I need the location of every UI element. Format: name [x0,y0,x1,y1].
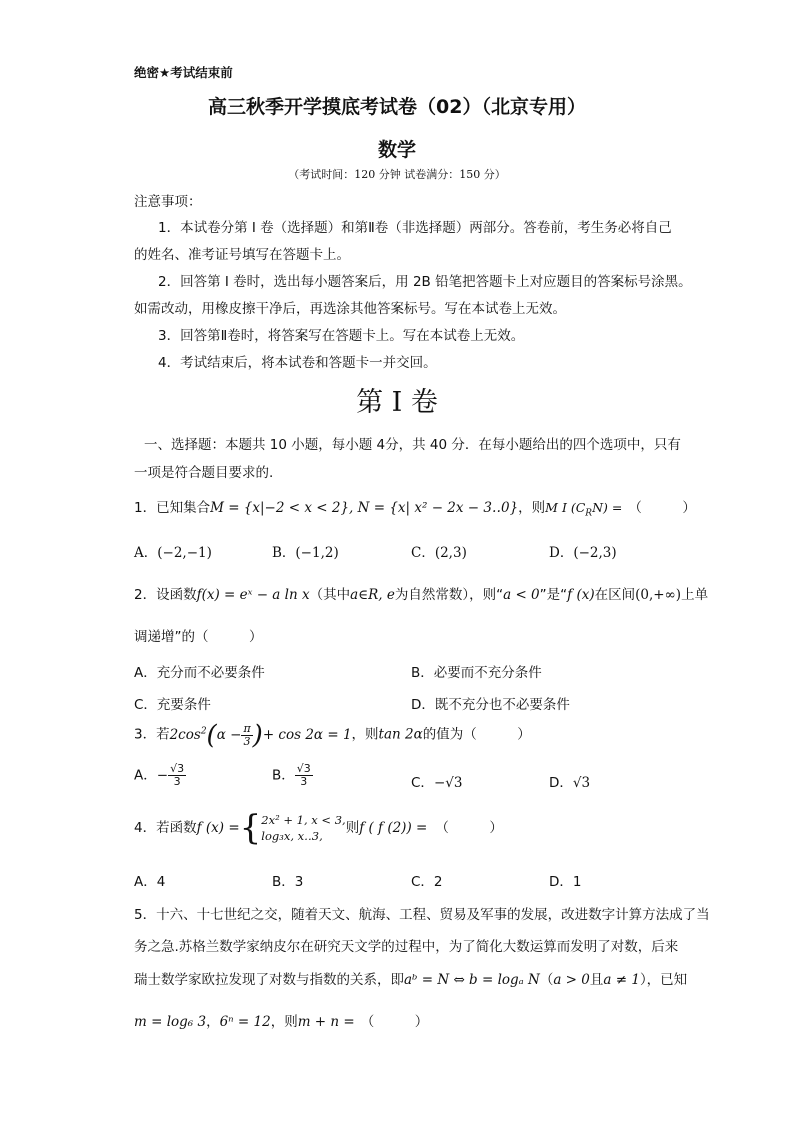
q3-alpha: α − [216,726,242,743]
section-intro-line-1: 一、选择题：本题共 10 小题，每小题 4分，共 40 分．在每小题给出的四个选项中，只有 [144,437,681,453]
q3-tail: 的值为（ ） [422,726,531,743]
q5-l4-sep: ， [206,1014,220,1030]
q2-option-b: B．必要而不充分条件 [411,665,542,681]
q3-option-a-den: 3 [173,775,181,788]
question-5-line-2: 务之急.苏格兰数学家纳皮尔在研究天文学的过程中，为了简化大数运算而发明了对数，后来 [134,939,679,955]
q3-rest: + cos 2α = 1 [262,726,352,743]
q3-prefix: 3．若 [134,726,170,743]
q1-expr-part-2: N) = [592,500,623,515]
q5-l4-math-1: m = log₆ 3 [134,1014,207,1030]
q4-option-b: B．3 [272,874,304,890]
q1-expr [545,500,623,519]
q4-expr: f ( f (2)) = [359,820,428,836]
q3-sup: 2 [200,726,207,736]
q3-expression [169,720,352,750]
q2-interval: (0,+∞) [635,587,682,603]
note-2-line-2: 如需改动，用橡皮擦干净后，再选涂其他答案标号。写在本试卷上无效。 [134,301,566,317]
note-1-line-1: 1．本试卷分第 I 卷（选择题）和第Ⅱ卷（非选择题）两部分。答卷前，考生务必将自己 [158,220,672,236]
q5-l4-mid: ，则 [270,1014,298,1030]
question-1-stem [134,496,696,519]
q2-option-a: A．充分而不必要条件 [134,665,265,681]
q3-option-b-label: B． [272,767,295,784]
section-intro-line-2: 一项是符合题目要求的. [134,465,274,481]
q4-option-c: C．2 [411,874,443,890]
q3-option-b-num: √3 [296,762,311,775]
q4-prefix: 4．若函数 [134,820,197,836]
q2-option-d: D．既不充分也不必要条件 [411,697,570,713]
q1-sets: M = {x|−2 < x < 2}, N = {x| x² − 2x − 3‥0} [210,500,519,516]
q5-l3-cond: a > 0 [553,972,590,988]
question-5-line-1: 5．十六、十七世纪之交，随着天文、航海、工程、贸易及军事的发展，改进数字计算方法成了当 [134,907,710,923]
note-2-line-1: 2．回答第 I 卷时，选出每小题答案后，用 2B 铅笔把答题卡上对应题目的答案标号涂黑。 [158,274,692,290]
q2-mid: ”是“ [539,587,568,603]
q3-option-a-frac [168,763,186,788]
q4-function: f (x) = [196,820,240,836]
q1-option-c: C．(2,3) [411,545,467,561]
question-5-line-3 [134,968,687,988]
q3-lead: 2cos [169,726,201,743]
note-1-line-2: 的姓名、准考证号填写在答题卡上。 [134,247,350,263]
exam-meta: （考试时间：120 分钟 试卷满分：150 分） [288,168,506,181]
q1-expr-sub: R [585,508,593,519]
q5-l3-c: 且 [589,972,604,988]
subject-title: 数学 [377,139,416,161]
q3-fraction-den: 3 [243,734,251,748]
notes-heading: 注意事项： [134,194,202,210]
q4-mid: 则 [345,820,360,836]
q4-case-2: log₃x, x‥3, [261,829,323,843]
note-4: 4．考试结束后，将本试卷和答题卡一并交回。 [158,355,437,371]
question-2-stem-line-1 [134,583,708,603]
q2-condition: a∈R, e [350,587,395,603]
exam-title: 高三秋季开学摸底考试卷（02）（北京专用） [208,96,586,118]
note-3: 3．回答第Ⅱ卷时，将答案写在答题卡上。写在本试卷上无效。 [158,328,525,344]
question-3-stem [134,720,531,750]
question-4-stem [134,808,503,848]
q5-l4-math-3: m + n = [297,1014,355,1030]
q3-fraction-num: π [243,721,251,735]
q5-l4-blank: （ ） [360,1014,429,1030]
q3-fraction [241,723,252,748]
q3-option-d-label: D． [549,775,573,791]
q3-mid: ，则 [351,726,379,743]
q2-paren: （其中 [309,587,351,603]
q3-option-b [272,763,313,788]
question-2-stem-line-2: 调递增”的（ ） [134,629,263,645]
q3-option-b-den: 3 [300,775,308,788]
q5-l3-a: 瑞士数学家欧拉发现了对数与指数的关系，即 [134,972,404,988]
q2-option-c: C．充要条件 [134,697,211,713]
q2-function: f(x) = eˣ − a ln x [196,587,310,603]
q3-option-c [411,771,462,791]
q4-brace: { [239,808,262,848]
q2-tail: 在区间 [594,587,636,603]
q2-condition-3: f (x) [567,587,595,603]
q2-condition-2: a < 0 [503,587,540,603]
q3-option-a-num: √3 [170,762,185,775]
q1-option-d: D．(−2,3) [549,545,617,561]
q4-blank: （ ） [435,820,503,836]
q1-blank: （ ） [628,500,696,516]
confidential-label: 绝密★考试结束前 [134,65,233,80]
q5-l3-b: （ [539,972,554,988]
q2-tail-2: 上单 [681,587,709,603]
q4-option-a: A．4 [134,874,166,890]
q3-paren-close: ) [252,720,263,750]
q3-paren-open: ( [206,720,217,750]
q3-option-a [134,763,186,788]
q3-option-a-sign: − [156,767,169,784]
q4-case-1: 2x² + 1, x < 3, [261,813,346,827]
q5-l3-d: ），已知 [639,972,688,988]
q3-option-a-label: A． [134,767,157,784]
q4-option-d: D．1 [549,874,582,890]
q1-option-b: B．(−1,2) [272,545,339,561]
q1-expr-part-1: M I (C [545,500,586,515]
q5-l4-math-2: 6ⁿ = 12 [219,1014,271,1030]
q2-prefix: 2．设函数 [134,587,197,603]
q5-l3-cond-2: a ≠ 1 [603,972,640,988]
q3-option-d-value: √3 [572,775,591,791]
q3-option-d [549,771,590,791]
q3-tan: tan 2α [378,726,423,743]
section-title: 第 I 卷 [356,387,438,418]
q3-option-c-value: −√3 [433,775,463,791]
question-5-line-4 [134,1010,428,1030]
q3-option-b-frac [295,763,313,788]
q3-option-c-label: C． [411,775,434,791]
q4-piecewise [261,812,345,844]
q2-note: 为自然常数），则“ [394,587,504,603]
q1-option-a: A．(−2,−1) [134,545,212,561]
q1-prefix: 1．已知集合 [134,500,211,516]
q1-mid: ，则 [518,500,546,516]
q5-l3-math: aᵇ = N ⇔ b = logₐ N [404,972,540,988]
